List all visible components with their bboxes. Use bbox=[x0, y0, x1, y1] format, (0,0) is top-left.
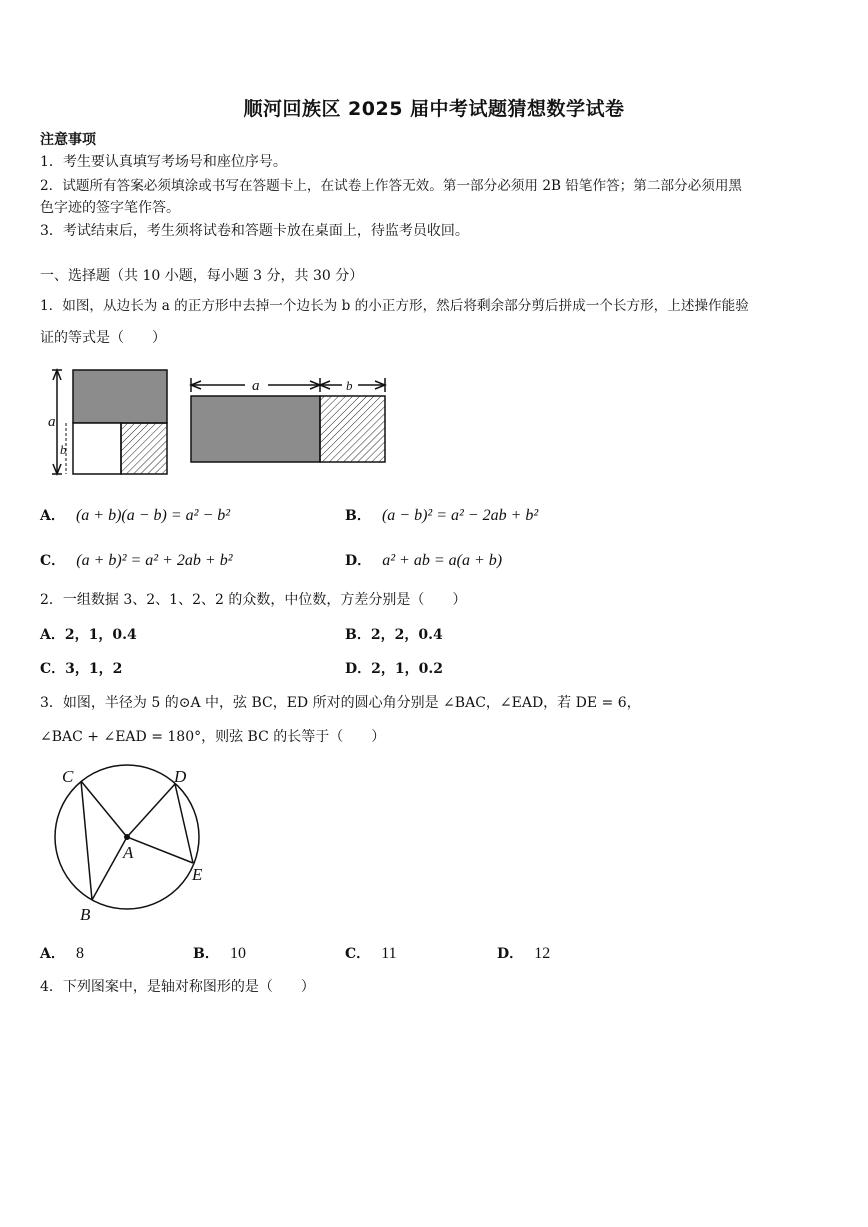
label-a: A bbox=[123, 843, 134, 862]
option-letter: C． bbox=[345, 946, 371, 962]
q1-stem-line2: 证的等式是（ ） bbox=[40, 330, 166, 346]
option-text: (a + b)(a − b) = a² − b² bbox=[75, 507, 231, 524]
page-title: 顺河回族区 2025 届中考试题猜想数学试卷 bbox=[243, 98, 625, 120]
q2-option-c[interactable] bbox=[40, 659, 122, 679]
option-letter: B． bbox=[345, 627, 371, 643]
option-letter: B． bbox=[193, 946, 219, 962]
option-letter: B． bbox=[345, 508, 371, 524]
q2-stem: 2．一组数据 3、2、1、2、2 的众数，中位数，方差分别是（ ） bbox=[40, 592, 467, 608]
q2-option-a[interactable] bbox=[40, 625, 137, 645]
label-b-vertical: b bbox=[60, 442, 67, 457]
q3-option-c[interactable] bbox=[345, 943, 397, 964]
label-b-horizontal: b bbox=[346, 378, 353, 393]
q1-figure bbox=[40, 362, 400, 482]
option-letter: A． bbox=[40, 946, 65, 962]
option-text: 8 bbox=[75, 945, 84, 962]
q2-option-d[interactable] bbox=[345, 659, 443, 679]
option-letter: C． bbox=[40, 661, 66, 677]
notice-item-3: 3．考试结束后，考生须将试卷和答题卡放在桌面上，待监考员收回。 bbox=[40, 223, 469, 239]
label-a-vertical: a bbox=[48, 414, 56, 430]
section-heading: 一、选择题（共 10 小题，每小题 3 分，共 30 分） bbox=[40, 268, 364, 284]
q3-stem-line2: ∠BAC + ∠EAD = 180°，则弦 BC 的长等于（ ） bbox=[40, 729, 386, 745]
notice-item-2: 2．试题所有答案必须填涂或书写在答题卡上，在试卷上作答无效。第一部分必须用 2B 铅笔作答；第二部分必须用黑 bbox=[40, 178, 743, 194]
option-text: 2，1，0.4 bbox=[64, 627, 137, 643]
option-text: 12 bbox=[534, 945, 551, 962]
option-text: a² + ab = a(a + b) bbox=[382, 552, 503, 569]
q3-option-b[interactable] bbox=[193, 943, 246, 964]
q1-option-b[interactable] bbox=[345, 505, 538, 526]
option-letter: D． bbox=[345, 661, 372, 677]
label-d: D bbox=[174, 767, 187, 786]
q3-option-d[interactable] bbox=[497, 943, 550, 964]
q3-stem-line1: 3．如图，半径为 5 的⊙A 中，弦 BC，ED 所对的圆心角分别是 ∠BAC，∠EAD，若 DE = 6， bbox=[40, 695, 641, 711]
option-text: 3，1，2 bbox=[65, 661, 123, 677]
right-rectangle-figure bbox=[191, 378, 385, 462]
option-text: 11 bbox=[381, 945, 397, 962]
q2-option-b[interactable] bbox=[345, 625, 443, 645]
label-a-horizontal: a bbox=[252, 378, 260, 394]
q4-stem: 4．下列图案中，是轴对称图形的是（ ） bbox=[40, 979, 315, 995]
left-square-figure bbox=[48, 370, 167, 474]
q1-option-a[interactable] bbox=[40, 505, 230, 526]
notice-item-1: 1．考生要认真填写考场号和座位序号。 bbox=[40, 154, 287, 170]
option-letter: C． bbox=[40, 553, 66, 569]
option-text: (a − b)² = a² − 2ab + b² bbox=[381, 507, 539, 524]
option-text: 2，2，0.4 bbox=[370, 627, 443, 643]
option-text: 2，1，0.2 bbox=[371, 661, 443, 677]
q1-option-c[interactable] bbox=[40, 550, 232, 571]
q1-stem-line1: 1．如图，从边长为 a 的正方形中去掉一个边长为 b 的小正方形，然后将剩余部分剪后拼成一个长方形，上述操作能验 bbox=[40, 298, 749, 314]
q3-option-a[interactable] bbox=[40, 943, 84, 964]
option-letter: D． bbox=[345, 553, 372, 569]
option-text: 10 bbox=[229, 945, 246, 962]
notice-item-2-cont: 色字迹的签字笔作答。 bbox=[40, 200, 180, 216]
option-letter: A． bbox=[40, 627, 65, 643]
label-c: C bbox=[62, 767, 74, 786]
option-text: (a + b)² = a² + 2ab + b² bbox=[76, 552, 233, 569]
option-letter: D． bbox=[497, 946, 524, 962]
option-letter: A． bbox=[40, 508, 65, 524]
notice-heading: 注意事项 bbox=[40, 132, 96, 148]
q3-circle-figure bbox=[40, 760, 220, 926]
label-b: B bbox=[80, 905, 91, 924]
label-e: E bbox=[192, 865, 203, 884]
q1-option-d[interactable] bbox=[345, 550, 502, 571]
